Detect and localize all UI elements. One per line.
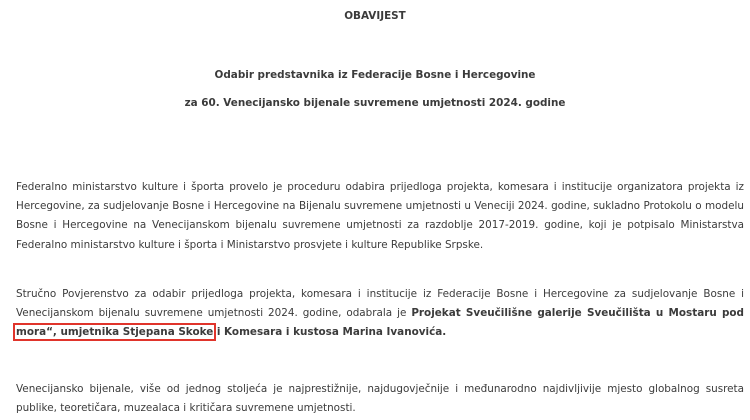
paragraph-line: Federalno ministarstvo kulture i športa i Ministarstvo prosvjete i kulture Republike Srpske. bbox=[16, 238, 484, 251]
paragraph-line: publike, teoretičara, muzealaca i kritičara suvremene umjetnosti. bbox=[16, 402, 356, 415]
paragraph-line: Stručno Povjerenstvo za odabir prijedloga projekta, komesara i institucije iz Federacije Bosne i Hercegovine za sudjelovanje Bosne i bbox=[16, 288, 744, 300]
paragraph-procedure bbox=[16, 178, 744, 255]
paragraph-biennale bbox=[16, 380, 744, 418]
paragraph-line: Venecijansko bijenale, više od jednog stoljeća je najprestižnije, najdugovječnije i međunarodno najdivljivije mjesto globalnog susreta bbox=[16, 383, 744, 395]
paragraph-line: Hercegovine, za sudjelovanje Bosne i Hercegovine na Bijenalu suvremene umjetnosti u Veneciji 2024. godine, sukladno Protokolu o modelu bbox=[16, 200, 744, 213]
page-title: OBAVIJEST bbox=[344, 10, 406, 22]
commissioner-text: i Komesara i kustosa Marina Ivanovića. bbox=[213, 326, 447, 339]
paragraph-line: Bosne i Hercegovine na Venecijanskom bijenalu suvremene umjetnosti za razdoblje 2017-2019. godine, koji je potpisalo Ministarstva bbox=[16, 219, 744, 232]
subtitle-line-1: Odabir predstavnika iz Federacije Bosne i Hercegovine bbox=[214, 69, 536, 81]
highlighted-artist: mora“, umjetnika Stjepana Skoke bbox=[16, 326, 214, 339]
selection-text: Venecijanskom bijenalu suvremene umjetnosti 2024. godine, odabrala je bbox=[16, 307, 412, 320]
subtitle-line-2: za 60. Venecijansko bijenale suvremene umjetnosti 2024. godine bbox=[184, 97, 566, 109]
project-name-bold: Projekat Sveučilišne galerije Sveučilišta u Mostaru pod bbox=[411, 307, 744, 320]
paragraph-line-with-bold bbox=[16, 304, 744, 323]
paragraph-line-artist bbox=[16, 323, 744, 342]
paragraph-selection bbox=[16, 285, 744, 343]
paragraph-line: Federalno ministarstvo kulture i športa provelo je proceduru odabira prijedloga projekta, komesara i institucije organizatora projekta iz bbox=[16, 181, 744, 193]
